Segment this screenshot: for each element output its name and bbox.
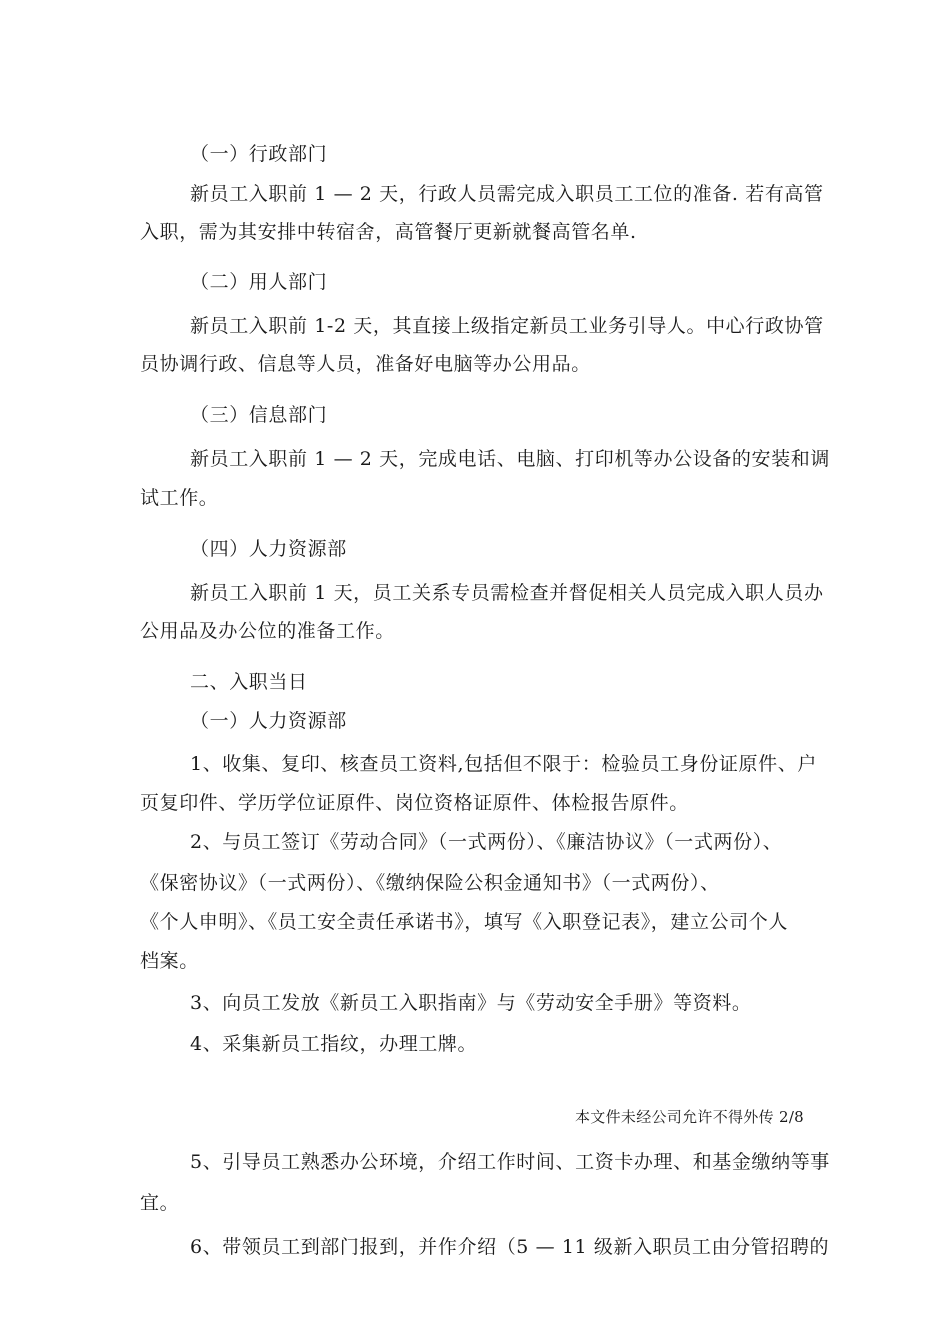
- paragraph-line: 新员工入职前 1 — 2 天，完成电话、电脑、打印机等办公设备的安装和调: [190, 448, 830, 470]
- paragraph-line: 新员工入职前 1-2 天，其直接上级指定新员工业务引导人。中心行政协管: [190, 315, 824, 337]
- paragraph-line: 宜。: [140, 1192, 180, 1214]
- paragraph-line: 新员工入职前 1 — 2 天，行政人员需完成入职员工工位的准备. 若有高管: [190, 183, 824, 205]
- list-item-6: 6、带领员工到部门报到，并作介绍（5 — 11 级新入职员工由分管招聘的: [190, 1236, 830, 1258]
- heading-admin-dept: （一）行政部门: [190, 143, 328, 165]
- paragraph-line: 新员工入职前 1 天，员工关系专员需检查并督促相关人员完成入职人员办: [190, 582, 824, 604]
- paragraph-line: 《保密协议》（一式两份）、《缴纳保险公积金通知书》（一式两份）、: [140, 872, 720, 894]
- paragraph-line: 档案。: [140, 950, 199, 972]
- heading-hiring-dept: （二）用人部门: [190, 271, 328, 293]
- paragraph-line: 《个人申明》、《员工安全责任承诺书》，填写《入职登记表》，建立公司个人: [140, 911, 789, 933]
- paragraph-line: 页复印件、学历学位证原件、岗位资格证原件、体检报告原件。: [140, 792, 689, 814]
- list-item-1: 1、收集、复印、核查员工资料,包括但不限于：检验员工身份证原件、户: [190, 753, 817, 775]
- page-footer: 本文件未经公司允许不得外传 2/8: [575, 1108, 805, 1126]
- paragraph-line: 公用品及办公位的准备工作。: [140, 620, 395, 642]
- list-item-4: 4、采集新员工指纹，办理工牌。: [190, 1033, 478, 1055]
- list-item-5: 5、引导员工熟悉办公环境，介绍工作时间、工资卡办理、和基金缴纳等事: [190, 1151, 830, 1173]
- heading-hr-dept: （四）人力资源部: [190, 538, 347, 560]
- list-item-2: 2、与员工签订《劳动合同》（一式两份）、《廉洁协议》（一式两份）、: [190, 831, 783, 853]
- heading-hr-dept-day: （一）人力资源部: [190, 710, 347, 732]
- paragraph-line: 员协调行政、信息等人员，准备好电脑等办公用品。: [140, 353, 591, 375]
- paragraph-line: 试工作。: [140, 487, 219, 509]
- list-item-3: 3、向员工发放《新员工入职指南》与《劳动安全手册》等资料。: [190, 992, 752, 1014]
- section-heading-onboarding-day: 二、入职当日: [190, 671, 308, 693]
- paragraph-line: 入职，需为其安排中转宿舍，高管餐厅更新就餐高管名单.: [140, 221, 637, 243]
- heading-info-dept: （三）信息部门: [190, 404, 328, 426]
